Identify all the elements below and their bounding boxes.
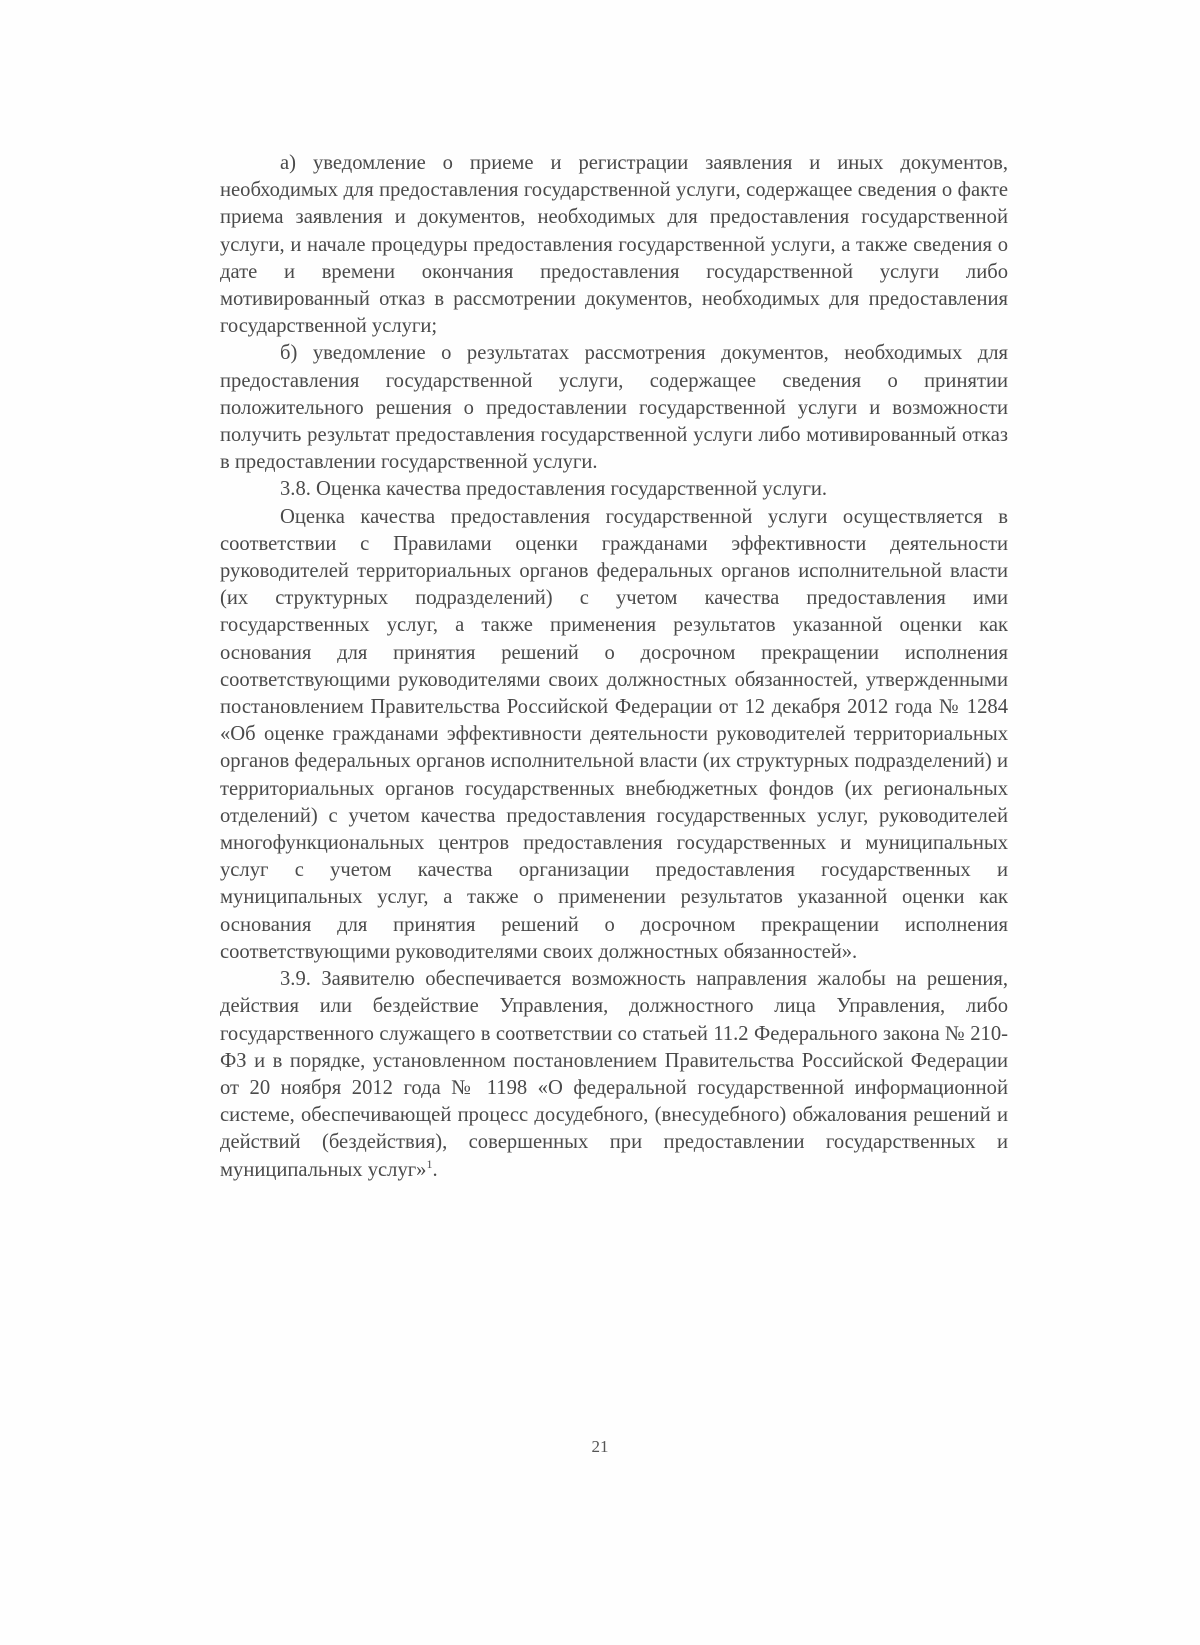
paragraph-b: б) уведомление о результатах рассмотрения документов, необходимых для предоставления государственной услуги, содержащее сведения о принятии положительного решения о предоставлении государственной услуги и возможности получить результат предоставления государственной услуги либо мотивированный отказ в предоставлении государственной услуги.: [220, 342, 1008, 474]
footnote-marker: 1: [426, 1156, 433, 1171]
paragraph-quality-assessment: Оценка качества предоставления государственной услуги осуществляется в соответствии с Правилами оценки гражданами эффективности деятельности руководителей территориальных органов федеральных органов исполнительной власти (их структурных подразделений) с учетом качества предоставления ими государственных услуг, а также применения результатов указанной оценки как основания для принятия решений о досрочном прекращении исполнения соответствующими руководителями своих должностных обязанностей, утвержденными постановлением Правительства Российской Федерации от 12 декабря 2012 года № 1284 «Об оценке гражданами эффективности деятельности руководителей территориальных органов федеральных органов исполнительной власти (их структурных подразделений) и территориальных органов государственных внебюджетных фондов (их региональных отделений) с учетом качества предоставления государственных услуг, руководителей многофункциональных центров предоставления государственных и муниципальных услуг с учетом качества организации предоставления государственных и муниципальных услуг, а также о применении результатов указанной оценки как основания для принятия решений о досрочном прекращении исполнения соответствующими руководителями своих должностных обязанностей».: [220, 505, 1008, 963]
section-3-8-heading: 3.8. Оценка качества предоставления государственной услуги.: [280, 478, 828, 501]
section-3-9-text: 3.9. Заявителю обеспечивается возможность направления жалобы на решения, действия или бездействие Управления, должностного лица Управления, либо государственного служащего в соответствии со статьей 11.2 Федерального закона № 210-ФЗ и в порядке, установленном постановлением Правительства Российской Федерации от 20 ноября 2012 года № 1198 «О федеральной государственной информационной системе, обеспечивающей процесс досудебного, (внесудебного) обжалования решений и действий (бездействия), совершенных при предоставлении государственных и муниципальных услуг»: [220, 968, 1008, 1181]
page-number: 21: [591, 1437, 609, 1456]
section-3-9-paragraph: [220, 966, 1008, 1184]
document-body: [220, 150, 1008, 1184]
paragraph-end-punctuation: .: [432, 1158, 438, 1181]
paragraph-a: а) уведомление о приеме и регистрации заявления и иных документов, необходимых для предоставления государственной услуги, содержащее сведения о факте приема заявления и документов, необходимых для предоставления государственной услуги, и начале процедуры предоставления государственной услуги, а также сведения о дате и времени окончания предоставления государственной услуги либо мотивированный отказ в рассмотрении документов, необходимых для предоставления государственной услуги;: [220, 152, 1008, 338]
